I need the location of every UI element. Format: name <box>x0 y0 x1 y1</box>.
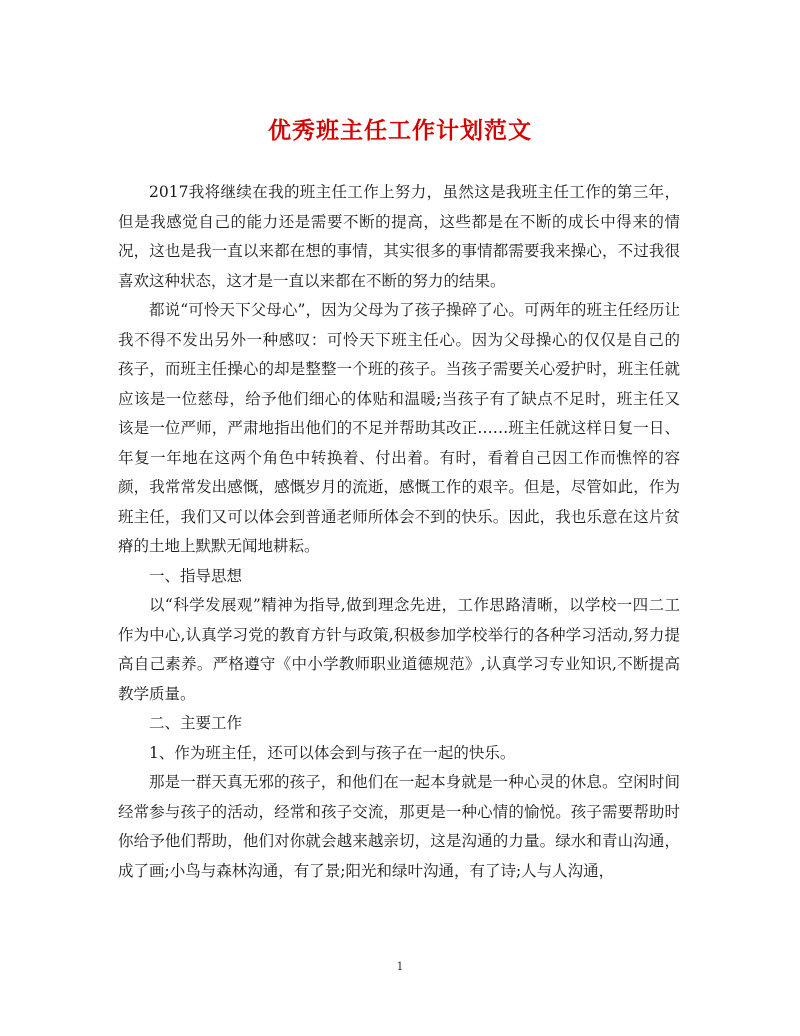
heading-main-work: 二、主要工作 <box>149 714 243 732</box>
document-body <box>118 178 680 886</box>
paragraph-guiding-ideology: 以“科学发展观”精神为指导,做到理念先进，工作思路清晰，以学校一四二工作为中心,认真学习党的教育方针与政策,积极参加学校举行的各种学习活动,努力提高自己素养。严格遵守《中小学教师职业道德规范》,认真学习专业知识,不断提高教学质量。 <box>118 596 680 703</box>
page-number: 1 <box>396 960 404 973</box>
heading-item-1: 1、作为班主任，还可以体会到与孩子在一起的快乐。 <box>149 743 516 762</box>
paragraph-parents: 都说“可怜天下父母心”，因为父母为了孩子操碎了心。可两年的班主任经历让我不得不发出另外一种感叹：可怜天下班主任心。因为父母操心的仅仅是自己的 孩子，而班主任操心的却是整整一个班的孩子。当孩子需要关心爱护时，班主任就应该是一位慈母，给予他们细心的体贴和温暖;当孩子有了缺点不足时，班主任又 该是一位严师，严肃地指出他们的不足并帮助其改正……班主任就这样日复一日、年复一年地在这两个角色中转换着、付出着。有时，看着自己因工作而憔悴的容 颜，我常常发出感慨，感慨岁月的流逝，感慨工作的艰辛。但是，尽管如此，作为班主任，我们又可以体会到普通老师所体会不到的快乐。因此，我也乐意在这片贫 瘠的土地上默默无闻地耕耘。 <box>118 301 680 555</box>
paragraph-children: 那是一群天真无邪的孩子，和他们在一起本身就是一种心灵的休息。空闲时间经常参与孩子的活动，经常和孩子交流，那更是一种心情的愉悦。孩子需要帮助时 你给予他们帮助，他们对你就会越来越亲切，这是沟通的力量。绿水和青山沟通，成了画;小鸟与森林沟通，有了景;阳光和绿叶沟通，有了诗;人与人沟通， <box>118 773 680 880</box>
paragraph-intro: 2017我将继续在我的班主任工作上努力，虽然这是我班主任工作的第三年，但是我感觉自己的能力还是需要不断的提高，这些都是在不断的成长中得来的情况，这也是我一直以来都在想的事情，其实很多的事情都需要我来操心，不过我很喜欢这种状态，这才是一直以来都在不断的努力的结果。 <box>118 183 680 290</box>
heading-guiding-ideology: 一、指导思想 <box>149 566 243 585</box>
document-title: 优秀班主任工作计划范文 <box>268 117 532 144</box>
